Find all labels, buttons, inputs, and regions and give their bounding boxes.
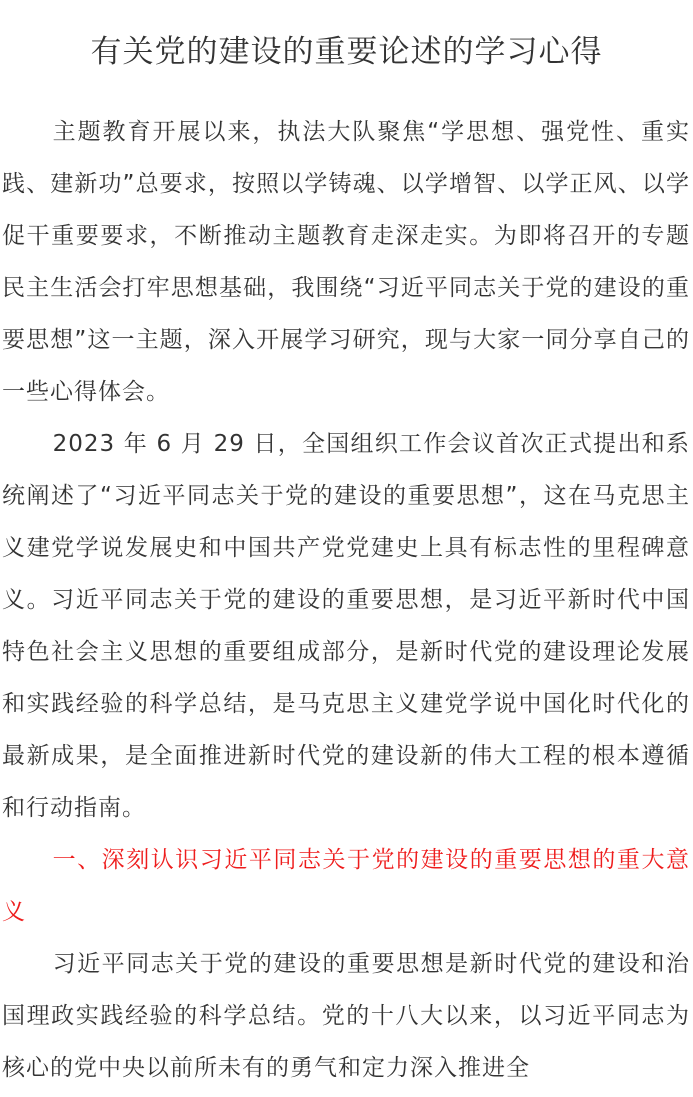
document-title: 有关党的建设的重要论述的学习心得 <box>90 34 603 70</box>
document-body <box>2 106 690 1094</box>
intro-paragraph: 主题教育开展以来，执法大队聚焦“学思想、强党性、重实践、建新功”总要求，按照以学铸魂、以学增智、以学正风、以学促干重要要求，不断推动主题教育走深走实。为即将召开的专题民主生活会打牢思想基础，我围绕“习近平同志关于党的建设的重要思想”这一主题，深入开展学习研究，现与大家一同分享自己的一些心得体会。 <box>2 119 690 405</box>
section-paragraph: 习近平同志关于党的建设的重要思想是新时代党的建设和治国理政实践经验的科学总结。党的十八大以来，以习近平同志为核心的党中央以前所未有的勇气和定力深入推进全 <box>2 951 690 1081</box>
background-paragraph: 2023 年 6 月 29 日，全国组织工作会议首次正式提出和系统阐述了“习近平同志关于党的建设的重要思想”，这在马克思主义建党学说发展史和中国共产党党建史上具有标志性的里程碑意义。习近平同志关于党的建设的重要思想，是习近平新时代中国特色社会主义思想的重要组成部分，是新时代党的建设理论发展和实践经验的科学总结，是马克思主义建党学说中国化时代化的最新成果，是全面推进新时代党的建设新的伟大工程的根本遵循和行动指南。 <box>2 431 690 821</box>
section-heading: 一、深刻认识习近平同志关于党的建设的重要思想的重大意义 <box>2 847 690 925</box>
